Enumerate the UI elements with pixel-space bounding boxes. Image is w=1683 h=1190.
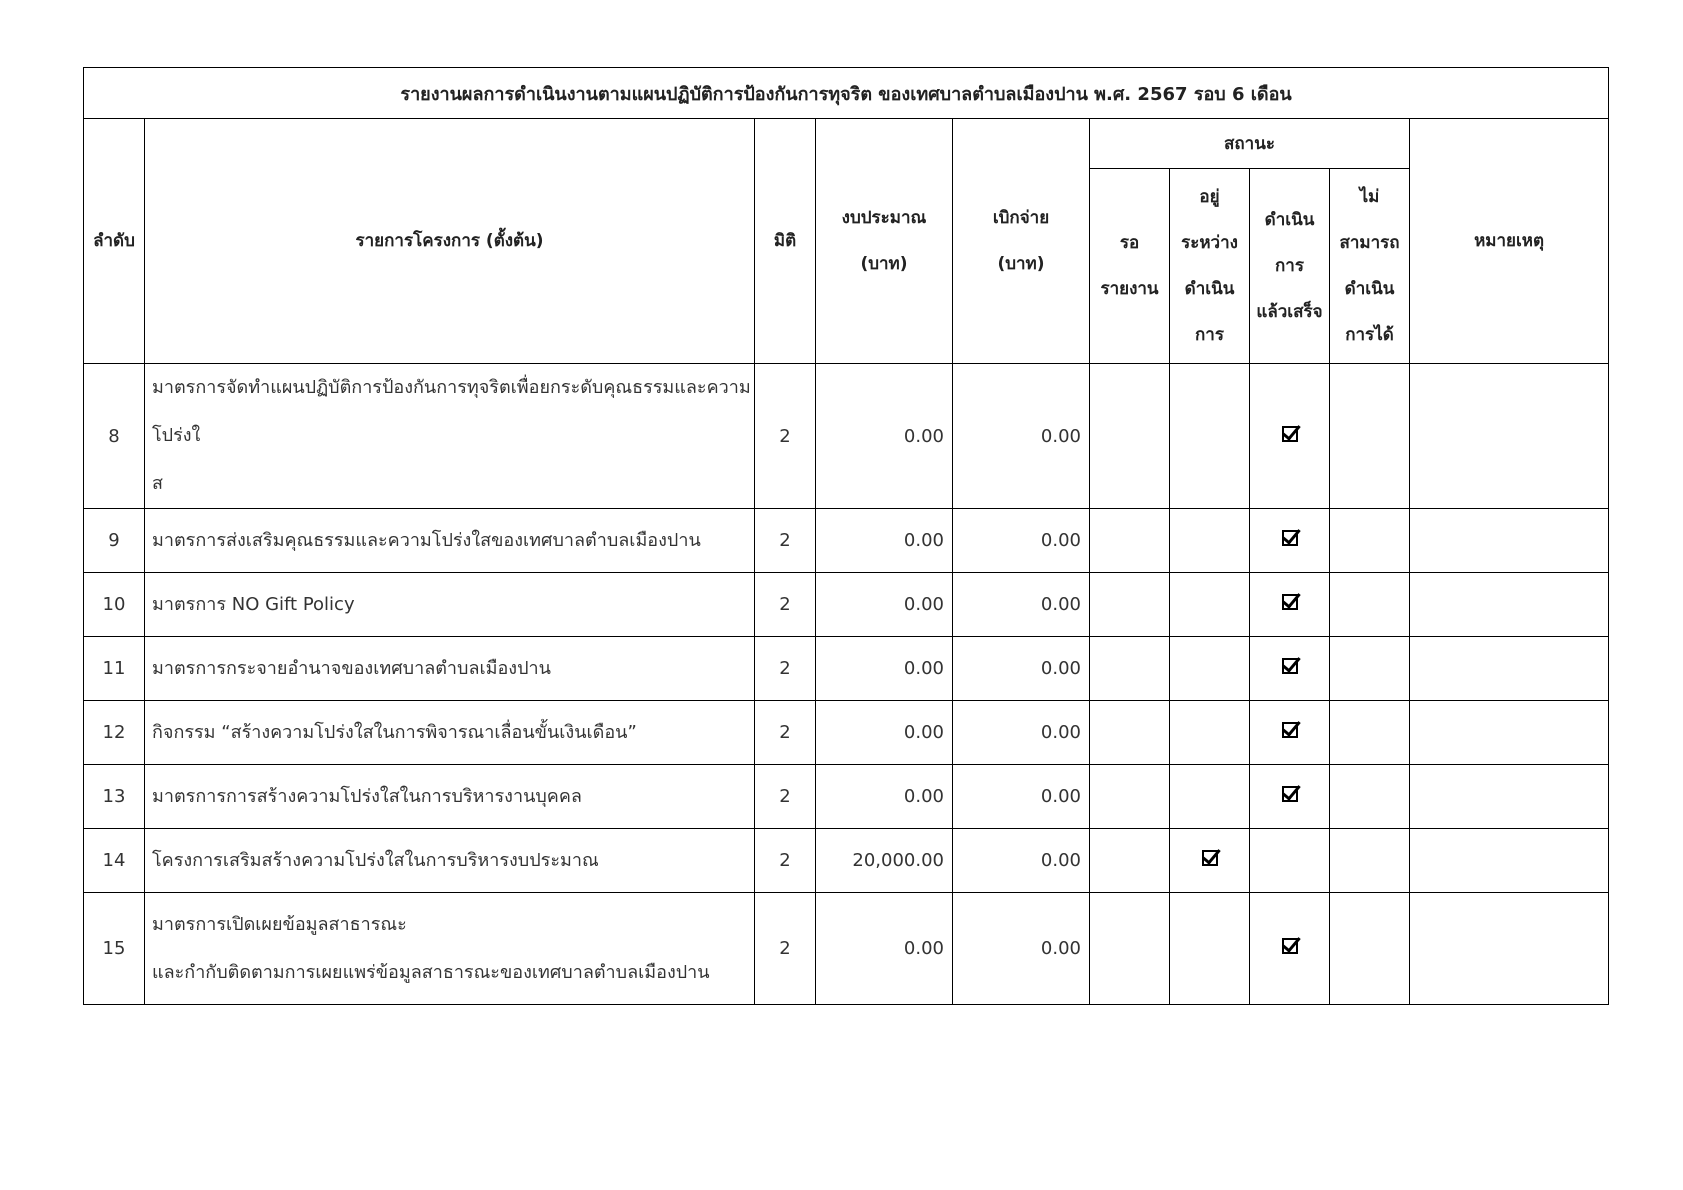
header-status-waiting-l1: รอ xyxy=(1119,233,1140,253)
cell-no: 15 xyxy=(84,893,145,1005)
cell-status-inprogress xyxy=(1170,893,1250,1005)
header-status-done-l3: แล้วเสร็จ xyxy=(1256,302,1323,322)
cell-remark xyxy=(1410,573,1609,637)
header-status-inprogress-l1: อยู่ xyxy=(1199,187,1220,207)
cell-spent: 0.00 xyxy=(953,765,1090,829)
checkbox-checked-icon xyxy=(1282,594,1298,610)
cell-dimension: 2 xyxy=(755,701,816,765)
table-row xyxy=(84,509,1609,573)
cell-budget: 0.00 xyxy=(816,765,953,829)
cell-status-done xyxy=(1250,364,1330,509)
cell-no: 12 xyxy=(84,701,145,765)
cell-project-line1: มาตรการจัดทำแผนปฏิบัติการป้องกันการทุจริตเพื่อยกระดับคุณธรรมและความโปร่งใ xyxy=(152,377,751,446)
header-spent-line1: เบิกจ่าย xyxy=(992,208,1050,228)
header-spent-line2: (บาท) xyxy=(997,254,1045,274)
cell-budget: 0.00 xyxy=(816,509,953,573)
cell-remark xyxy=(1410,893,1609,1005)
cell-status-done xyxy=(1250,637,1330,701)
cell-status-waiting xyxy=(1090,893,1170,1005)
cell-status-inprogress xyxy=(1170,829,1250,893)
cell-project-line2: ส xyxy=(152,473,163,494)
table-row xyxy=(84,637,1609,701)
cell-status-waiting xyxy=(1090,364,1170,509)
cell-status-unable xyxy=(1330,573,1410,637)
cell-dimension: 2 xyxy=(755,893,816,1005)
checkbox-checked-icon xyxy=(1282,530,1298,546)
cell-status-done xyxy=(1250,701,1330,765)
header-status: สถานะ xyxy=(1090,119,1410,169)
header-project: รายการโครงการ (ตั้งต้น) xyxy=(145,119,755,364)
header-status-unable-l1: ไม่ xyxy=(1359,187,1380,207)
cell-status-unable xyxy=(1330,364,1410,509)
table-row xyxy=(84,829,1609,893)
cell-remark xyxy=(1410,829,1609,893)
cell-no: 9 xyxy=(84,509,145,573)
cell-status-inprogress xyxy=(1170,701,1250,765)
header-status-done xyxy=(1250,169,1330,364)
cell-dimension: 2 xyxy=(755,364,816,509)
cell-dimension: 2 xyxy=(755,573,816,637)
cell-status-done xyxy=(1250,509,1330,573)
cell-project-line1: มาตรการเปิดเผยข้อมูลสาธารณะ xyxy=(152,913,407,935)
cell-budget: 0.00 xyxy=(816,364,953,509)
header-status-done-l1: ดำเนิน xyxy=(1264,210,1315,230)
cell-status-unable xyxy=(1330,701,1410,765)
cell-status-unable xyxy=(1330,509,1410,573)
cell-project-line2: และกำกับติดตามการเผยแพร่ข้อมูลสาธารณะของเทศบาลตำบลเมืองปาน xyxy=(152,961,710,983)
cell-status-waiting xyxy=(1090,637,1170,701)
cell-status-waiting xyxy=(1090,509,1170,573)
cell-spent: 0.00 xyxy=(953,573,1090,637)
table-row xyxy=(84,364,1609,509)
cell-spent: 0.00 xyxy=(953,364,1090,509)
header-budget xyxy=(816,119,953,364)
cell-no: 11 xyxy=(84,637,145,701)
cell-budget: 0.00 xyxy=(816,701,953,765)
cell-project: โครงการเสริมสร้างความโปร่งใสในการบริหารงบประมาณ xyxy=(145,829,755,893)
cell-no: 8 xyxy=(84,364,145,509)
header-dimension: มิติ xyxy=(755,119,816,364)
cell-spent: 0.00 xyxy=(953,637,1090,701)
cell-dimension: 2 xyxy=(755,637,816,701)
header-status-done-l2: การ xyxy=(1275,256,1304,276)
cell-status-done xyxy=(1250,765,1330,829)
cell-project: มาตรการ NO Gift Policy xyxy=(145,573,755,637)
cell-status-waiting xyxy=(1090,573,1170,637)
cell-dimension: 2 xyxy=(755,829,816,893)
cell-project xyxy=(145,893,755,1005)
cell-dimension: 2 xyxy=(755,765,816,829)
header-status-waiting-l2: รายงาน xyxy=(1100,279,1159,299)
checkbox-checked-icon xyxy=(1282,722,1298,738)
cell-project: มาตรการการสร้างความโปร่งใสในการบริหารงานบุคคล xyxy=(145,765,755,829)
cell-remark xyxy=(1410,509,1609,573)
cell-status-done xyxy=(1250,573,1330,637)
cell-status-inprogress xyxy=(1170,573,1250,637)
cell-dimension: 2 xyxy=(755,509,816,573)
checkbox-checked-icon xyxy=(1202,850,1218,866)
cell-status-unable xyxy=(1330,829,1410,893)
cell-spent: 0.00 xyxy=(953,893,1090,1005)
header-remark: หมายเหตุ xyxy=(1410,119,1609,364)
table-row xyxy=(84,893,1609,1005)
header-budget-line2: (บาท) xyxy=(860,254,908,274)
header-spent xyxy=(953,119,1090,364)
header-no: ลำดับ xyxy=(84,119,145,364)
cell-status-done xyxy=(1250,893,1330,1005)
header-status-unable xyxy=(1330,169,1410,364)
cell-budget: 20,000.00 xyxy=(816,829,953,893)
header-status-inprogress-l4: การ xyxy=(1195,325,1224,345)
cell-budget: 0.00 xyxy=(816,573,953,637)
cell-remark xyxy=(1410,637,1609,701)
cell-project xyxy=(145,364,755,509)
report-table xyxy=(83,67,1609,1005)
header-status-unable-l3: ดำเนิน xyxy=(1344,279,1395,299)
cell-status-unable xyxy=(1330,637,1410,701)
cell-spent: 0.00 xyxy=(953,509,1090,573)
checkbox-checked-icon xyxy=(1282,658,1298,674)
cell-spent: 0.00 xyxy=(953,829,1090,893)
cell-budget: 0.00 xyxy=(816,893,953,1005)
cell-status-inprogress xyxy=(1170,509,1250,573)
cell-status-inprogress xyxy=(1170,637,1250,701)
cell-remark xyxy=(1410,701,1609,765)
cell-no: 14 xyxy=(84,829,145,893)
cell-no: 10 xyxy=(84,573,145,637)
cell-remark xyxy=(1410,364,1609,509)
checkbox-checked-icon xyxy=(1282,426,1298,442)
cell-status-waiting xyxy=(1090,829,1170,893)
cell-budget: 0.00 xyxy=(816,637,953,701)
cell-project: มาตรการกระจายอำนาจของเทศบาลตำบลเมืองปาน xyxy=(145,637,755,701)
checkbox-checked-icon xyxy=(1282,938,1298,954)
cell-project: กิจกรรม “สร้างความโปร่งใสในการพิจารณาเลื่อนขั้นเงินเดือน” xyxy=(145,701,755,765)
cell-status-waiting xyxy=(1090,765,1170,829)
header-status-waiting xyxy=(1090,169,1170,364)
cell-no: 13 xyxy=(84,765,145,829)
header-status-inprogress-l2: ระหว่าง xyxy=(1181,233,1238,253)
table-row xyxy=(84,765,1609,829)
checkbox-checked-icon xyxy=(1282,786,1298,802)
cell-status-waiting xyxy=(1090,701,1170,765)
report-title: รายงานผลการดำเนินงานตามแผนปฏิบัติการป้องกันการทุจริต ของเทศบาลตำบลเมืองปาน พ.ศ. 2567 รอบ 6 เดือน xyxy=(84,68,1609,119)
header-status-unable-l2: สามารถ xyxy=(1339,233,1400,253)
cell-status-inprogress xyxy=(1170,364,1250,509)
cell-status-unable xyxy=(1330,765,1410,829)
cell-status-done xyxy=(1250,829,1330,893)
table-row xyxy=(84,573,1609,637)
cell-project: มาตรการส่งเสริมคุณธรรมและความโปร่งใสของเทศบาลตำบลเมืองปาน xyxy=(145,509,755,573)
table-row xyxy=(84,701,1609,765)
cell-remark xyxy=(1410,765,1609,829)
cell-status-unable xyxy=(1330,893,1410,1005)
header-status-inprogress-l3: ดำเนิน xyxy=(1184,279,1235,299)
header-status-unable-l4: การได้ xyxy=(1345,325,1394,345)
header-status-inprogress xyxy=(1170,169,1250,364)
cell-status-inprogress xyxy=(1170,765,1250,829)
cell-spent: 0.00 xyxy=(953,701,1090,765)
header-budget-line1: งบประมาณ xyxy=(841,208,927,228)
